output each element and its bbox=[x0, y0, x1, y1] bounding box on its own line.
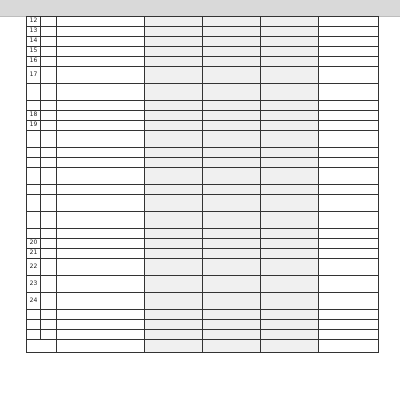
amount-cell-2 bbox=[203, 212, 261, 229]
row-number bbox=[27, 84, 41, 101]
amount-cell-2 bbox=[203, 131, 261, 148]
remark-cell bbox=[319, 229, 379, 239]
amount-cell-1 bbox=[145, 212, 203, 229]
amount-cell-3 bbox=[261, 249, 319, 259]
amount-cell-1 bbox=[145, 67, 203, 84]
item-name-cell bbox=[57, 148, 145, 158]
total-amount-3 bbox=[261, 340, 319, 353]
row-number: 22 bbox=[27, 259, 41, 276]
total-row bbox=[27, 340, 379, 353]
amount-cell-1 bbox=[145, 168, 203, 185]
item-name-cell bbox=[57, 158, 145, 168]
item-name-cell bbox=[57, 131, 145, 148]
table-row bbox=[27, 195, 379, 212]
row-sub-number bbox=[41, 249, 57, 259]
amount-cell-2 bbox=[203, 47, 261, 57]
amount-cell-2 bbox=[203, 168, 261, 185]
amount-cell-1 bbox=[145, 37, 203, 47]
table-row bbox=[27, 293, 379, 310]
amount-cell-3 bbox=[261, 276, 319, 293]
amount-cell-3 bbox=[261, 27, 319, 37]
item-name-cell bbox=[57, 185, 145, 195]
amount-cell-3 bbox=[261, 212, 319, 229]
amount-cell-2 bbox=[203, 158, 261, 168]
amount-cell-1 bbox=[145, 47, 203, 57]
table-row bbox=[27, 111, 379, 121]
table-row bbox=[27, 27, 379, 37]
table-row bbox=[27, 67, 379, 84]
table-row bbox=[27, 212, 379, 229]
row-number: 12 bbox=[27, 17, 41, 27]
table-row bbox=[27, 57, 379, 67]
row-number bbox=[27, 168, 41, 185]
remark-cell bbox=[319, 158, 379, 168]
amount-cell-2 bbox=[203, 121, 261, 131]
row-number bbox=[27, 101, 41, 111]
remark-cell bbox=[319, 148, 379, 158]
total-row-blank bbox=[27, 340, 57, 353]
remark-cell bbox=[319, 293, 379, 310]
row-sub-number bbox=[41, 212, 57, 229]
table-row bbox=[27, 229, 379, 239]
amount-cell-1 bbox=[145, 330, 203, 340]
amount-cell-1 bbox=[145, 195, 203, 212]
item-name-cell bbox=[57, 57, 145, 67]
fee-table-body bbox=[27, 17, 379, 353]
row-sub-number bbox=[41, 259, 57, 276]
item-name-cell bbox=[57, 17, 145, 27]
row-sub-number bbox=[41, 27, 57, 37]
table-row bbox=[27, 330, 379, 340]
remark-cell bbox=[319, 47, 379, 57]
amount-cell-3 bbox=[261, 293, 319, 310]
row-number: 19 bbox=[27, 121, 41, 131]
amount-cell-3 bbox=[261, 101, 319, 111]
amount-cell-2 bbox=[203, 249, 261, 259]
amount-cell-3 bbox=[261, 330, 319, 340]
amount-cell-1 bbox=[145, 84, 203, 101]
remark-cell bbox=[319, 239, 379, 249]
amount-cell-2 bbox=[203, 148, 261, 158]
amount-cell-2 bbox=[203, 229, 261, 239]
amount-cell-3 bbox=[261, 121, 319, 131]
item-name-cell bbox=[57, 259, 145, 276]
row-sub-number bbox=[41, 57, 57, 67]
table-row bbox=[27, 276, 379, 293]
table-row bbox=[27, 158, 379, 168]
remark-cell bbox=[319, 195, 379, 212]
total-amount-2 bbox=[203, 340, 261, 353]
remark-cell bbox=[319, 121, 379, 131]
row-sub-number bbox=[41, 195, 57, 212]
row-number: 23 bbox=[27, 276, 41, 293]
row-sub-number bbox=[41, 229, 57, 239]
row-number bbox=[27, 158, 41, 168]
row-number: 15 bbox=[27, 47, 41, 57]
remark-cell bbox=[319, 320, 379, 330]
row-number: 14 bbox=[27, 37, 41, 47]
amount-cell-2 bbox=[203, 330, 261, 340]
row-sub-number bbox=[41, 111, 57, 121]
amount-cell-2 bbox=[203, 185, 261, 195]
total-amount-1 bbox=[145, 340, 203, 353]
amount-cell-1 bbox=[145, 239, 203, 249]
remark-cell bbox=[319, 185, 379, 195]
remark-cell bbox=[319, 67, 379, 84]
row-number bbox=[27, 229, 41, 239]
row-sub-number bbox=[41, 293, 57, 310]
row-sub-number bbox=[41, 17, 57, 27]
amount-cell-3 bbox=[261, 37, 319, 47]
table-row bbox=[27, 249, 379, 259]
table-row bbox=[27, 101, 379, 111]
total-label bbox=[57, 340, 145, 353]
row-number: 17 bbox=[27, 67, 41, 84]
item-name-cell bbox=[57, 37, 145, 47]
amount-cell-2 bbox=[203, 67, 261, 84]
row-sub-number bbox=[41, 239, 57, 249]
amount-cell-1 bbox=[145, 57, 203, 67]
row-number bbox=[27, 212, 41, 229]
remark-cell bbox=[319, 212, 379, 229]
row-sub-number bbox=[41, 330, 57, 340]
amount-cell-2 bbox=[203, 101, 261, 111]
row-sub-number bbox=[41, 320, 57, 330]
table-row bbox=[27, 148, 379, 158]
amount-cell-2 bbox=[203, 276, 261, 293]
amount-cell-2 bbox=[203, 195, 261, 212]
table-row bbox=[27, 239, 379, 249]
remark-cell bbox=[319, 17, 379, 27]
table-row bbox=[27, 131, 379, 148]
amount-cell-3 bbox=[261, 229, 319, 239]
amount-cell-1 bbox=[145, 259, 203, 276]
total-remark bbox=[319, 340, 379, 353]
item-name-cell bbox=[57, 320, 145, 330]
row-sub-number bbox=[41, 101, 57, 111]
item-name-cell bbox=[57, 330, 145, 340]
row-number: 21 bbox=[27, 249, 41, 259]
amount-cell-2 bbox=[203, 320, 261, 330]
remark-cell bbox=[319, 57, 379, 67]
amount-cell-1 bbox=[145, 293, 203, 310]
row-sub-number bbox=[41, 131, 57, 148]
amount-cell-3 bbox=[261, 239, 319, 249]
amount-cell-3 bbox=[261, 259, 319, 276]
row-sub-number bbox=[41, 276, 57, 293]
item-name-cell bbox=[57, 195, 145, 212]
row-sub-number bbox=[41, 37, 57, 47]
item-name-cell bbox=[57, 67, 145, 84]
amount-cell-2 bbox=[203, 239, 261, 249]
table-row bbox=[27, 259, 379, 276]
row-sub-number bbox=[41, 158, 57, 168]
amount-cell-1 bbox=[145, 131, 203, 148]
remark-cell bbox=[319, 259, 379, 276]
item-name-cell bbox=[57, 111, 145, 121]
amount-cell-3 bbox=[261, 17, 319, 27]
table-row bbox=[27, 121, 379, 131]
remark-cell bbox=[319, 131, 379, 148]
item-name-cell bbox=[57, 101, 145, 111]
amount-cell-2 bbox=[203, 293, 261, 310]
remark-cell bbox=[319, 84, 379, 101]
amount-cell-2 bbox=[203, 57, 261, 67]
amount-cell-1 bbox=[145, 185, 203, 195]
row-sub-number bbox=[41, 148, 57, 158]
amount-cell-3 bbox=[261, 158, 319, 168]
amount-cell-2 bbox=[203, 37, 261, 47]
amount-cell-3 bbox=[261, 185, 319, 195]
amount-cell-3 bbox=[261, 148, 319, 158]
table-row bbox=[27, 17, 379, 27]
row-number: 20 bbox=[27, 239, 41, 249]
row-sub-number bbox=[41, 121, 57, 131]
table-row bbox=[27, 320, 379, 330]
table-row bbox=[27, 37, 379, 47]
amount-cell-1 bbox=[145, 229, 203, 239]
row-number: 16 bbox=[27, 57, 41, 67]
remark-cell bbox=[319, 101, 379, 111]
amount-cell-3 bbox=[261, 195, 319, 212]
table-row bbox=[27, 185, 379, 195]
row-number bbox=[27, 131, 41, 148]
row-number: 18 bbox=[27, 111, 41, 121]
row-sub-number bbox=[41, 185, 57, 195]
amount-cell-3 bbox=[261, 131, 319, 148]
amount-cell-2 bbox=[203, 27, 261, 37]
row-number: 13 bbox=[27, 27, 41, 37]
amount-cell-3 bbox=[261, 111, 319, 121]
amount-cell-2 bbox=[203, 84, 261, 101]
row-sub-number bbox=[41, 67, 57, 84]
amount-cell-1 bbox=[145, 276, 203, 293]
row-number bbox=[27, 330, 41, 340]
item-name-cell bbox=[57, 249, 145, 259]
table-row bbox=[27, 168, 379, 185]
amount-cell-3 bbox=[261, 67, 319, 84]
item-name-cell bbox=[57, 212, 145, 229]
amount-cell-1 bbox=[145, 17, 203, 27]
amount-cell-1 bbox=[145, 249, 203, 259]
row-sub-number bbox=[41, 47, 57, 57]
row-number bbox=[27, 320, 41, 330]
amount-cell-1 bbox=[145, 320, 203, 330]
item-name-cell bbox=[57, 121, 145, 131]
remark-cell bbox=[319, 111, 379, 121]
remark-cell bbox=[319, 276, 379, 293]
row-sub-number bbox=[41, 168, 57, 185]
remark-cell bbox=[319, 330, 379, 340]
row-number bbox=[27, 185, 41, 195]
item-name-cell bbox=[57, 239, 145, 249]
amount-cell-3 bbox=[261, 84, 319, 101]
footnotes bbox=[26, 314, 386, 316]
amount-cell-1 bbox=[145, 158, 203, 168]
amount-cell-1 bbox=[145, 148, 203, 158]
remark-cell bbox=[319, 249, 379, 259]
row-number bbox=[27, 195, 41, 212]
amount-cell-1 bbox=[145, 121, 203, 131]
amount-cell-3 bbox=[261, 57, 319, 67]
amount-cell-2 bbox=[203, 111, 261, 121]
row-number: 24 bbox=[27, 293, 41, 310]
item-name-cell bbox=[57, 293, 145, 310]
item-name-cell bbox=[57, 168, 145, 185]
item-name-cell bbox=[57, 229, 145, 239]
amount-cell-1 bbox=[145, 101, 203, 111]
amount-cell-3 bbox=[261, 168, 319, 185]
item-name-cell bbox=[57, 27, 145, 37]
table-row bbox=[27, 47, 379, 57]
amount-cell-3 bbox=[261, 320, 319, 330]
amount-cell-1 bbox=[145, 111, 203, 121]
row-number bbox=[27, 148, 41, 158]
row-sub-number bbox=[41, 84, 57, 101]
item-name-cell bbox=[57, 276, 145, 293]
fee-table bbox=[26, 16, 379, 353]
remark-cell bbox=[319, 37, 379, 47]
item-name-cell bbox=[57, 84, 145, 101]
fee-table-wrapper bbox=[26, 16, 378, 353]
remark-cell bbox=[319, 27, 379, 37]
amount-cell-1 bbox=[145, 27, 203, 37]
amount-cell-2 bbox=[203, 17, 261, 27]
item-name-cell bbox=[57, 47, 145, 57]
table-row bbox=[27, 84, 379, 101]
amount-cell-3 bbox=[261, 47, 319, 57]
document-header bbox=[0, 0, 400, 17]
remark-cell bbox=[319, 168, 379, 185]
amount-cell-2 bbox=[203, 259, 261, 276]
